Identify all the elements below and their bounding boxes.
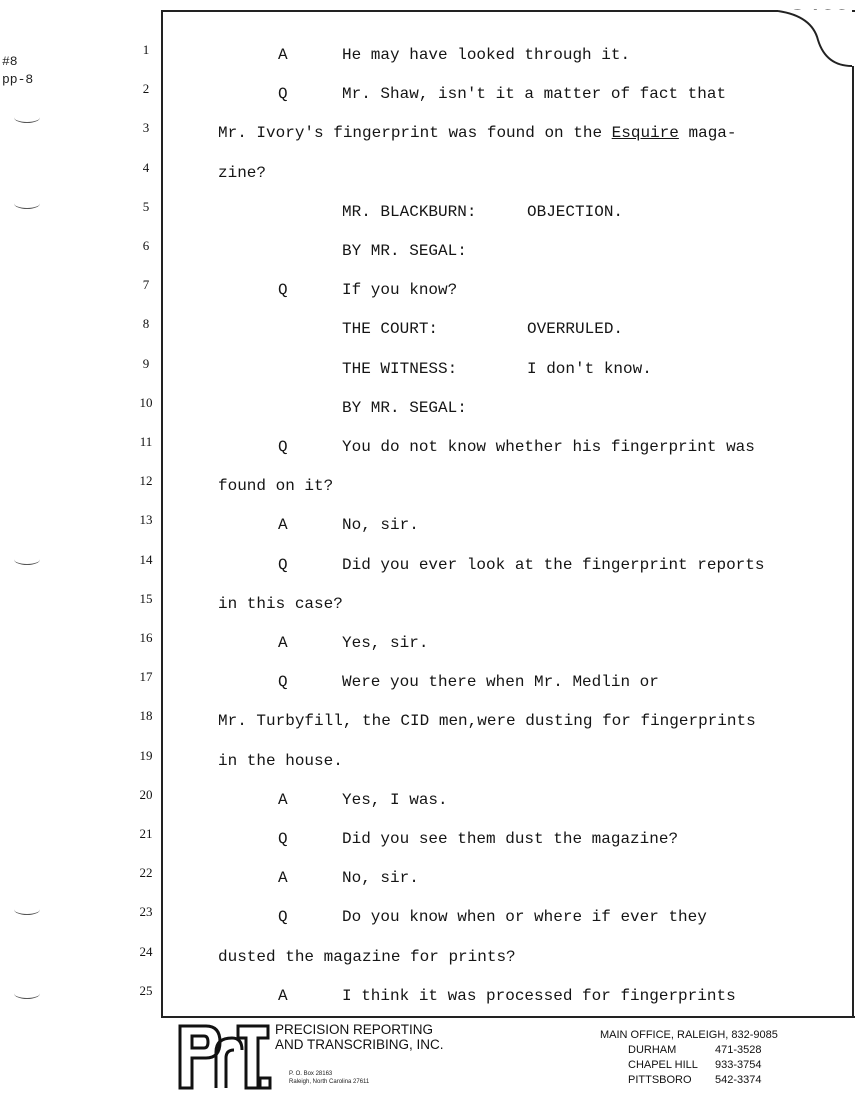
line-number: 4 [142,159,150,175]
colloquy-label: BY MR. SEGAL: [342,398,467,417]
office-list [598,1028,778,1088]
line-number: 3 [142,120,150,136]
line-number: 2 [142,81,150,97]
line-number: 8 [142,316,150,332]
transcript-line: You do not know whether his fingerprint was [342,438,755,456]
margin-note-exhibit: #8 [2,54,18,69]
transcript-line: No, sir. [342,516,419,535]
speaker-tag: Q [278,85,288,104]
transcript-line: I don't know. [527,359,652,378]
line-number: 17 [139,669,153,685]
line-number: 12 [139,473,153,489]
office-city: PITTSBORO [628,1074,692,1086]
transcript-line: Do you know when or where if ever they [342,908,707,927]
transcript-line: in this case? [218,594,343,613]
company-address [289,1070,369,1086]
line-number: 25 [139,982,153,998]
line-number: 19 [139,747,153,763]
transcript-line: Did you see them dust the magazine? [342,830,679,848]
line-number: 14 [139,551,153,567]
transcript-line: OBJECTION. [527,202,624,221]
transcript-line: dusted the magazine for prints? [218,947,516,966]
office-city: CHAPEL HILL [628,1059,698,1071]
line-number: 11 [139,434,153,449]
line-number: 24 [139,943,153,959]
transcript-line: found on it? [218,477,334,496]
speaker-tag: A [278,986,288,1005]
transcript-text: maga- [678,124,737,143]
speaker-tag: A [278,516,288,535]
speaker-tag: Q [278,830,288,848]
line-number: 23 [139,904,153,920]
line-number: 15 [139,590,153,606]
transcript-frame [161,10,855,1018]
transcript-line: Did you ever look at the fingerprint reports [342,555,765,574]
branch-offices [598,1043,778,1088]
speaker-tag: Q [278,908,288,927]
colloquy-label: THE WITNESS: [342,359,458,378]
transcript-line: Yes, I was. [342,790,448,809]
line-number: 6 [142,238,150,253]
colloquy-label: THE COURT: [342,320,439,339]
line-number: 10 [139,394,153,410]
margin-note-pages: pp-8 [2,72,34,87]
colloquy-label: BY MR. SEGAL: [342,242,467,260]
transcript-text: Mr. Ivory's fingerprint was found on the [218,124,612,143]
frame-corner-curve [778,10,852,68]
company-logo [176,1022,272,1090]
margin-hole-mark [14,112,40,123]
line-number: 9 [142,355,150,371]
speaker-tag: Q [278,555,288,574]
line-number: 1 [142,42,150,57]
office-row [628,1058,778,1073]
line-number: 22 [139,865,153,881]
margin-hole-mark [14,988,40,999]
transcript-line: Were you there when Mr. Medlin or [342,673,659,692]
transcript-line: in the house. [218,751,343,770]
margin-hole-mark [14,198,40,209]
main-office: MAIN OFFICE, RALEIGH, 832-9085 [600,1029,778,1041]
address-line-2: Raleigh, North Carolina 27611 [289,1079,370,1085]
office-city: DURHAM [628,1044,677,1056]
company-name-line-1: PRECISION REPORTING [275,1022,434,1037]
line-number: 5 [142,198,150,214]
address-line-1: P. O. Box 28163 [289,1071,333,1077]
margin-hole-mark [14,554,40,565]
transcript-line: zine? [218,163,267,182]
speaker-tag: A [278,790,288,809]
underlined-title: Esquire [611,124,679,143]
transcript-line: Mr. Turbyfill, the CID men,were dusting for fingerprints [218,712,756,731]
speaker-tag: Q [278,673,288,692]
transcript-line: If you know? [342,281,458,300]
office-phone: 542-3374 [715,1074,762,1086]
transcript-line: Mr. Shaw, isn't it a matter of fact that [342,85,727,104]
colloquy-label: MR. BLACKBURN: [342,202,477,221]
speaker-tag: Q [278,281,288,300]
speaker-tag: A [278,869,288,888]
office-row [628,1073,778,1088]
speaker-tag: Q [278,438,288,456]
transcript-line: He may have looked through it. [342,46,631,64]
page-number: 2466 [792,4,848,33]
line-number: 21 [139,826,153,841]
transcript-line: I think it was processed for fingerprints [342,986,736,1005]
office-row [628,1043,778,1058]
speaker-tag: A [278,634,288,652]
transcript-frame-right-edge [852,66,854,1018]
transcript-line: Yes, sir. [342,634,429,652]
speaker-tag: A [278,46,288,64]
office-phone: 471-3528 [715,1044,762,1056]
company-name-line-2: AND TRANSCRIBING, INC. [275,1037,444,1052]
transcript-line: OVERRULED. [527,320,624,339]
line-number: 16 [139,630,153,645]
transcript-line: No, sir. [342,869,419,888]
line-number: 13 [139,512,153,528]
line-number: 18 [139,708,153,724]
margin-hole-mark [14,904,40,915]
office-phone: 933-3754 [715,1059,762,1071]
company-name [275,1022,444,1052]
line-number: 7 [142,277,150,293]
line-number: 20 [139,786,153,802]
transcript-line [218,124,737,142]
